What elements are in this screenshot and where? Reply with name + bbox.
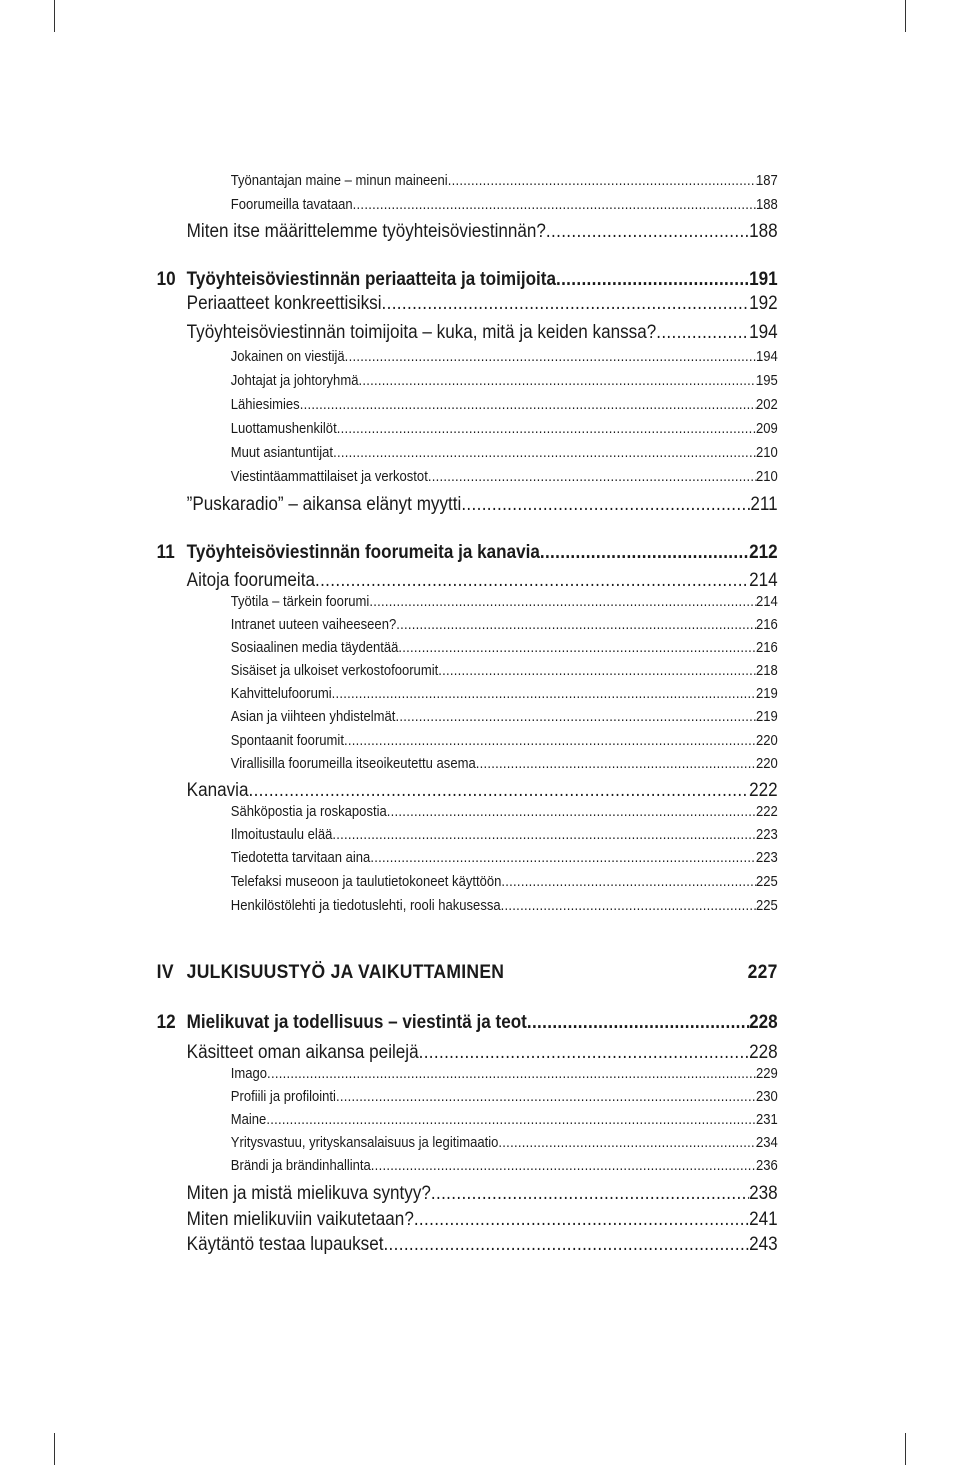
toc-title: Kahvittelufoorumi	[230, 686, 332, 702]
toc-subsection	[231, 421, 778, 445]
toc-page-number: 191	[749, 269, 778, 290]
toc-leader-dots	[540, 542, 749, 564]
toc-title: Miten itse määrittelemme työyhteisöviestinnän?	[186, 221, 547, 242]
toc-title: Työyhteisöviestinnän foorumeita ja kanavia	[186, 542, 541, 563]
toc-page-number: 220	[756, 733, 778, 749]
toc-section	[187, 1209, 778, 1233]
toc-page-number: 212	[749, 542, 778, 563]
toc-page-number: 220	[756, 756, 778, 772]
toc-page-number: 228	[749, 1042, 778, 1063]
toc-title: Viestintäammattilaiset ja verkostot	[230, 469, 429, 485]
toc-subsection	[231, 850, 778, 874]
toc-subsection	[231, 1112, 778, 1136]
toc-subsection	[231, 827, 778, 851]
toc-leader-dots	[657, 322, 750, 344]
toc-leader-dots	[315, 570, 749, 592]
toc-title: Käytäntö testaa lupaukset	[186, 1234, 384, 1255]
toc-title: Käsitteet oman aikansa peilejä	[186, 1042, 419, 1063]
toc-leader-dots	[396, 709, 757, 725]
toc-page-number: 227	[747, 961, 778, 983]
toc-leader-dots	[448, 173, 756, 189]
toc-leader-dots	[387, 804, 756, 820]
toc-leader-dots	[333, 827, 757, 843]
toc-page-number: 194	[749, 322, 778, 343]
toc-leader-dots	[300, 397, 756, 413]
toc-subsection	[231, 663, 778, 687]
toc-leader-dots	[345, 349, 756, 365]
toc-page-number: 222	[756, 804, 778, 820]
toc-title: Yritysvastuu, yrityskansalaisuus ja legitimaatio	[230, 1135, 499, 1151]
toc-page-number: 222	[749, 780, 778, 801]
toc-page-number: 194	[756, 349, 778, 365]
toc-page-number: 195	[756, 373, 778, 389]
toc-section	[187, 1183, 778, 1207]
toc-page-number: 229	[756, 1066, 778, 1082]
toc-number: 12	[156, 1012, 177, 1033]
toc-section	[187, 1042, 778, 1066]
toc-leader-dots	[462, 494, 751, 516]
toc-subsection	[231, 469, 778, 493]
toc-leader-dots	[501, 898, 756, 914]
toc-page-number: 202	[756, 397, 778, 413]
toc-title: Työyhteisöviestinnän toimijoita – kuka, mitä ja keiden kanssa?	[186, 322, 657, 343]
toc-subsection	[231, 874, 778, 898]
toc-leader-dots	[428, 469, 756, 485]
toc-page-number: 236	[756, 1158, 778, 1174]
toc-title: Miten ja mistä mielikuva syntyy?	[186, 1183, 432, 1204]
toc-title: Miten mielikuviin vaikutetaan?	[186, 1209, 415, 1230]
toc-subsection	[231, 373, 778, 397]
toc-number: 10	[156, 269, 177, 290]
toc-section	[187, 1234, 778, 1258]
toc-title: ”Puskaradio” – aikansa elänyt myytti	[186, 494, 462, 515]
toc-page-number: 231	[756, 1112, 778, 1128]
toc-subsection	[231, 349, 778, 373]
toc-page-number: 210	[756, 469, 778, 485]
toc-leader-dots	[396, 617, 756, 633]
toc-title: Intranet uuteen vaiheeseen?	[230, 617, 397, 633]
toc-section	[187, 494, 778, 518]
toc-section	[187, 322, 778, 346]
toc-title: Jokainen on viestijä	[230, 349, 345, 365]
toc-page-number: 219	[756, 686, 778, 702]
toc-leader-dots	[370, 594, 757, 610]
toc-title: Asian ja viihteen yhdistelmät	[230, 709, 396, 725]
toc-subsection	[231, 898, 778, 922]
toc-leader-dots	[371, 850, 757, 866]
toc-title: Profiili ja profilointi	[230, 1089, 337, 1105]
toc-subsection	[231, 197, 778, 221]
toc-title: Kanavia	[186, 780, 249, 801]
toc-subsection	[231, 1158, 778, 1182]
toc-subsection	[231, 640, 778, 664]
toc-leader-dots	[476, 756, 756, 772]
toc-title: Periaatteet konkreettisiksi	[186, 293, 382, 314]
toc-title: Lähiesimies	[230, 397, 300, 413]
toc-subsection	[231, 1135, 778, 1159]
toc-title: Telefaksi museoon ja taulutietokoneet käyttöön	[230, 874, 502, 890]
toc-page-number: 211	[750, 494, 778, 515]
toc-subsection	[231, 686, 778, 710]
toc-leader-dots	[382, 293, 750, 315]
toc-page-number: 214	[749, 570, 778, 591]
toc-page-number: 228	[749, 1012, 778, 1033]
toc-title: Spontaanit foorumit	[230, 733, 345, 749]
toc-title: Ilmoitustaulu elää	[230, 827, 333, 843]
toc-leader-dots	[499, 1135, 757, 1151]
toc-part-heading	[156, 961, 778, 985]
toc-leader-dots	[267, 1066, 756, 1082]
toc-title: Muut asiantuntijat	[230, 445, 334, 461]
toc-leader-dots	[267, 1112, 757, 1128]
toc-number: 11	[156, 542, 176, 563]
toc-page-number: 216	[756, 640, 778, 656]
toc-page-number: 241	[749, 1209, 778, 1230]
toc-subsection	[231, 733, 778, 757]
toc-number: IV	[156, 961, 175, 983]
toc-title: Virallisilla foorumeilla itseoikeutettu asema	[230, 756, 476, 772]
toc-subsection	[231, 709, 778, 733]
toc-page-number: 238	[749, 1183, 778, 1204]
toc-leader-dots	[419, 1042, 750, 1064]
toc-leader-dots	[399, 640, 757, 656]
toc-title: Työtila – tärkein foorumi	[230, 594, 370, 610]
toc-subsection	[231, 445, 778, 469]
toc-title: Tiedotetta tarvitaan aina	[230, 850, 371, 866]
toc-leader-dots	[527, 1012, 749, 1034]
toc-page-number: 234	[756, 1135, 778, 1151]
toc-page-number: 187	[756, 173, 778, 189]
toc-page-number: 225	[756, 898, 778, 914]
toc-subsection	[231, 173, 778, 197]
toc-chapter	[156, 1012, 778, 1036]
toc-subsection	[231, 617, 778, 641]
toc-page-number: 218	[756, 663, 778, 679]
toc-chapter	[156, 542, 778, 566]
toc-page-number: 214	[756, 594, 778, 610]
toc-title: Luottamushenkilöt	[230, 421, 337, 437]
toc-leader-dots	[353, 197, 756, 213]
toc-page-number: 188	[749, 221, 778, 242]
toc-chapter	[156, 269, 778, 293]
toc-leader-dots	[502, 874, 757, 890]
toc-title: Foorumeilla tavataan	[230, 197, 353, 213]
toc-title: Työyhteisöviestinnän periaatteita ja toimijoita	[186, 269, 557, 290]
toc-page-number: 223	[756, 827, 778, 843]
toc-subsection	[231, 594, 778, 618]
toc-subsection	[231, 804, 778, 828]
toc-page-number: 225	[756, 874, 778, 890]
toc-title: JULKISUUSTYÖ JA VAIKUTTAMINEN	[186, 961, 505, 983]
toc-leader-dots	[371, 1158, 756, 1174]
toc-title: Johtajat ja johtoryhmä	[230, 373, 359, 389]
toc-page-number: 219	[756, 709, 778, 725]
toc-leader-dots	[431, 1183, 749, 1205]
toc-leader-dots	[546, 221, 749, 243]
toc-title: Brändi ja brändinhallinta	[230, 1158, 372, 1174]
toc-leader-dots	[249, 780, 750, 802]
toc-subsection	[231, 1066, 778, 1090]
toc-title: Maine	[230, 1112, 267, 1128]
toc-page-number: 223	[756, 850, 778, 866]
toc-page-number: 192	[749, 293, 778, 314]
toc-leader-dots	[556, 269, 749, 291]
toc-title: Imago	[230, 1066, 268, 1082]
toc-leader-dots	[438, 663, 756, 679]
toc-page-number: 188	[756, 197, 778, 213]
toc-leader-dots	[359, 373, 757, 389]
toc-leader-dots	[344, 733, 756, 749]
toc-page-number: 209	[756, 421, 778, 437]
toc-subsection	[231, 1089, 778, 1113]
toc-subsection	[231, 397, 778, 421]
toc-page-number: 230	[756, 1089, 778, 1105]
toc-page-number: 243	[749, 1234, 778, 1255]
toc-section	[187, 780, 778, 804]
toc-section	[187, 293, 778, 317]
toc-page-number: 216	[756, 617, 778, 633]
toc-subsection	[231, 756, 778, 780]
toc-leader-dots	[336, 1089, 756, 1105]
toc-title: Työnantajan maine – minun maineeni	[230, 173, 448, 189]
toc-title: Aitoja foorumeita	[186, 570, 316, 591]
toc-leader-dots	[333, 445, 756, 461]
toc-leader-dots	[337, 421, 756, 437]
toc-page-number: 210	[756, 445, 778, 461]
toc-leader-dots	[414, 1209, 749, 1231]
toc-title: Sosiaalinen media täydentää	[230, 640, 399, 656]
toc-title: Sähköpostia ja roskapostia	[230, 804, 387, 820]
toc-title: Mielikuvat ja todellisuus – viestintä ja teot	[186, 1012, 528, 1033]
toc-section	[187, 570, 778, 594]
toc-section	[187, 221, 778, 245]
toc-title: Henkilöstölehti ja tiedotuslehti, rooli hakusessa	[230, 898, 501, 914]
toc-title: Sisäiset ja ulkoiset verkostofoorumit	[230, 663, 439, 679]
toc-leader-dots	[332, 686, 756, 702]
toc-leader-dots	[384, 1234, 750, 1256]
